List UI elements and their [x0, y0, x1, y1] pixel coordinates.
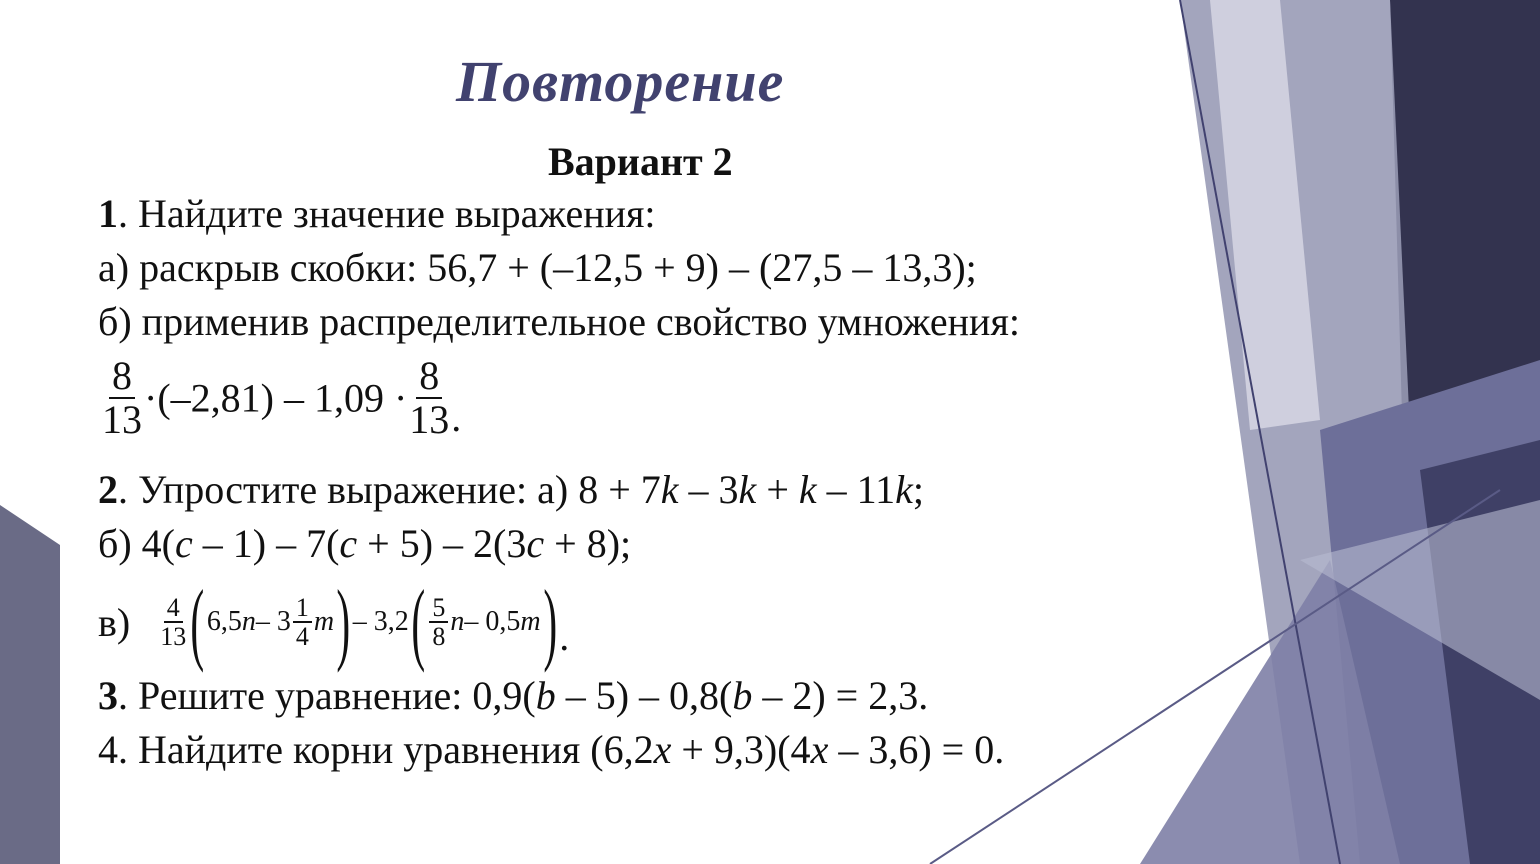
task1-part-b: б) применив распределительное свойство умножения: [98, 299, 1020, 344]
task2-part-a [98, 466, 924, 514]
text: – 11 [816, 467, 896, 512]
text: . Решите уравнение: 0,9( [118, 673, 536, 718]
variable: b [732, 673, 753, 718]
fraction-numerator: 4 [164, 594, 183, 623]
text: – 0,5 [464, 606, 521, 637]
variable: m [313, 606, 335, 637]
task1-heading [98, 190, 656, 238]
text: . [559, 614, 570, 659]
task2-part-b [98, 520, 631, 568]
text: + 5) – 2(3 [357, 521, 527, 566]
expression-middle: ·(–2,81) – 1,09 · [144, 375, 408, 421]
task1-text: . Найдите значение выражения: [118, 191, 656, 236]
variable: k [798, 467, 817, 512]
slide-title: Повторение [456, 49, 785, 114]
variable: m [520, 606, 541, 637]
fraction-numerator: 1 [293, 594, 312, 623]
fraction-numerator: 8 [109, 355, 135, 399]
task2-part-v [98, 571, 570, 673]
task3-number: 3 [98, 673, 118, 718]
task1-expression [100, 355, 461, 441]
variable: k [738, 467, 757, 512]
text: – 2) = 2,3. [752, 673, 929, 718]
task1-number: 1 [98, 191, 118, 236]
text: – 3,2 [352, 606, 409, 637]
task2-number: 2 [98, 467, 118, 512]
text: – 3 [678, 467, 739, 512]
variable: x [810, 727, 829, 772]
fraction-numerator: 5 [429, 594, 448, 623]
left-paren: ( [411, 571, 425, 673]
fraction-denominator: 13 [160, 622, 187, 651]
variable: x [653, 727, 672, 772]
variable: k [660, 467, 679, 512]
variable: n [450, 606, 465, 637]
right-paren: ) [543, 571, 557, 673]
variable: c [339, 521, 358, 566]
task4 [98, 726, 1004, 774]
task1-part-a: а) раскрыв скобки: 56,7 + (–12,5 + 9) – (27,5 – 13,3); [98, 245, 977, 290]
fraction-numerator: 8 [416, 355, 442, 399]
text: – 3,6) = 0. [828, 727, 1005, 772]
fraction [409, 355, 449, 441]
fraction [160, 594, 186, 651]
fraction [293, 594, 312, 651]
fraction [102, 355, 142, 441]
text: – 1) – 7( [192, 521, 340, 566]
text: + 8); [544, 521, 632, 566]
text: . Упростите выражение: а) 8 + 7 [118, 467, 661, 512]
variable: c [526, 521, 545, 566]
left-paren: ( [190, 571, 205, 673]
variable: b [535, 673, 556, 718]
variable: c [175, 521, 193, 566]
fraction [429, 594, 448, 651]
text: 4. Найдите корни уравнения (6,2 [98, 727, 654, 772]
variant-heading: Вариант 2 [548, 139, 733, 184]
text: – 5) – 0,8( [555, 673, 733, 718]
right-paren: ) [336, 571, 351, 673]
text: + 9,3)(4 [671, 727, 811, 772]
text: ; [912, 467, 925, 512]
variable: n [241, 606, 256, 637]
text: – 3 [255, 606, 291, 637]
fraction-denominator: 8 [432, 622, 446, 651]
text: б) 4( [98, 521, 175, 566]
text: 6,5 [206, 606, 242, 637]
fraction-denominator: 4 [295, 622, 309, 651]
fraction-denominator: 13 [102, 397, 142, 442]
variable: k [895, 467, 913, 512]
task3 [98, 672, 928, 720]
expression-end: . [451, 395, 462, 440]
task2-v-label: в) [98, 599, 131, 645]
text: + [756, 467, 799, 512]
fraction-denominator: 13 [409, 397, 450, 442]
